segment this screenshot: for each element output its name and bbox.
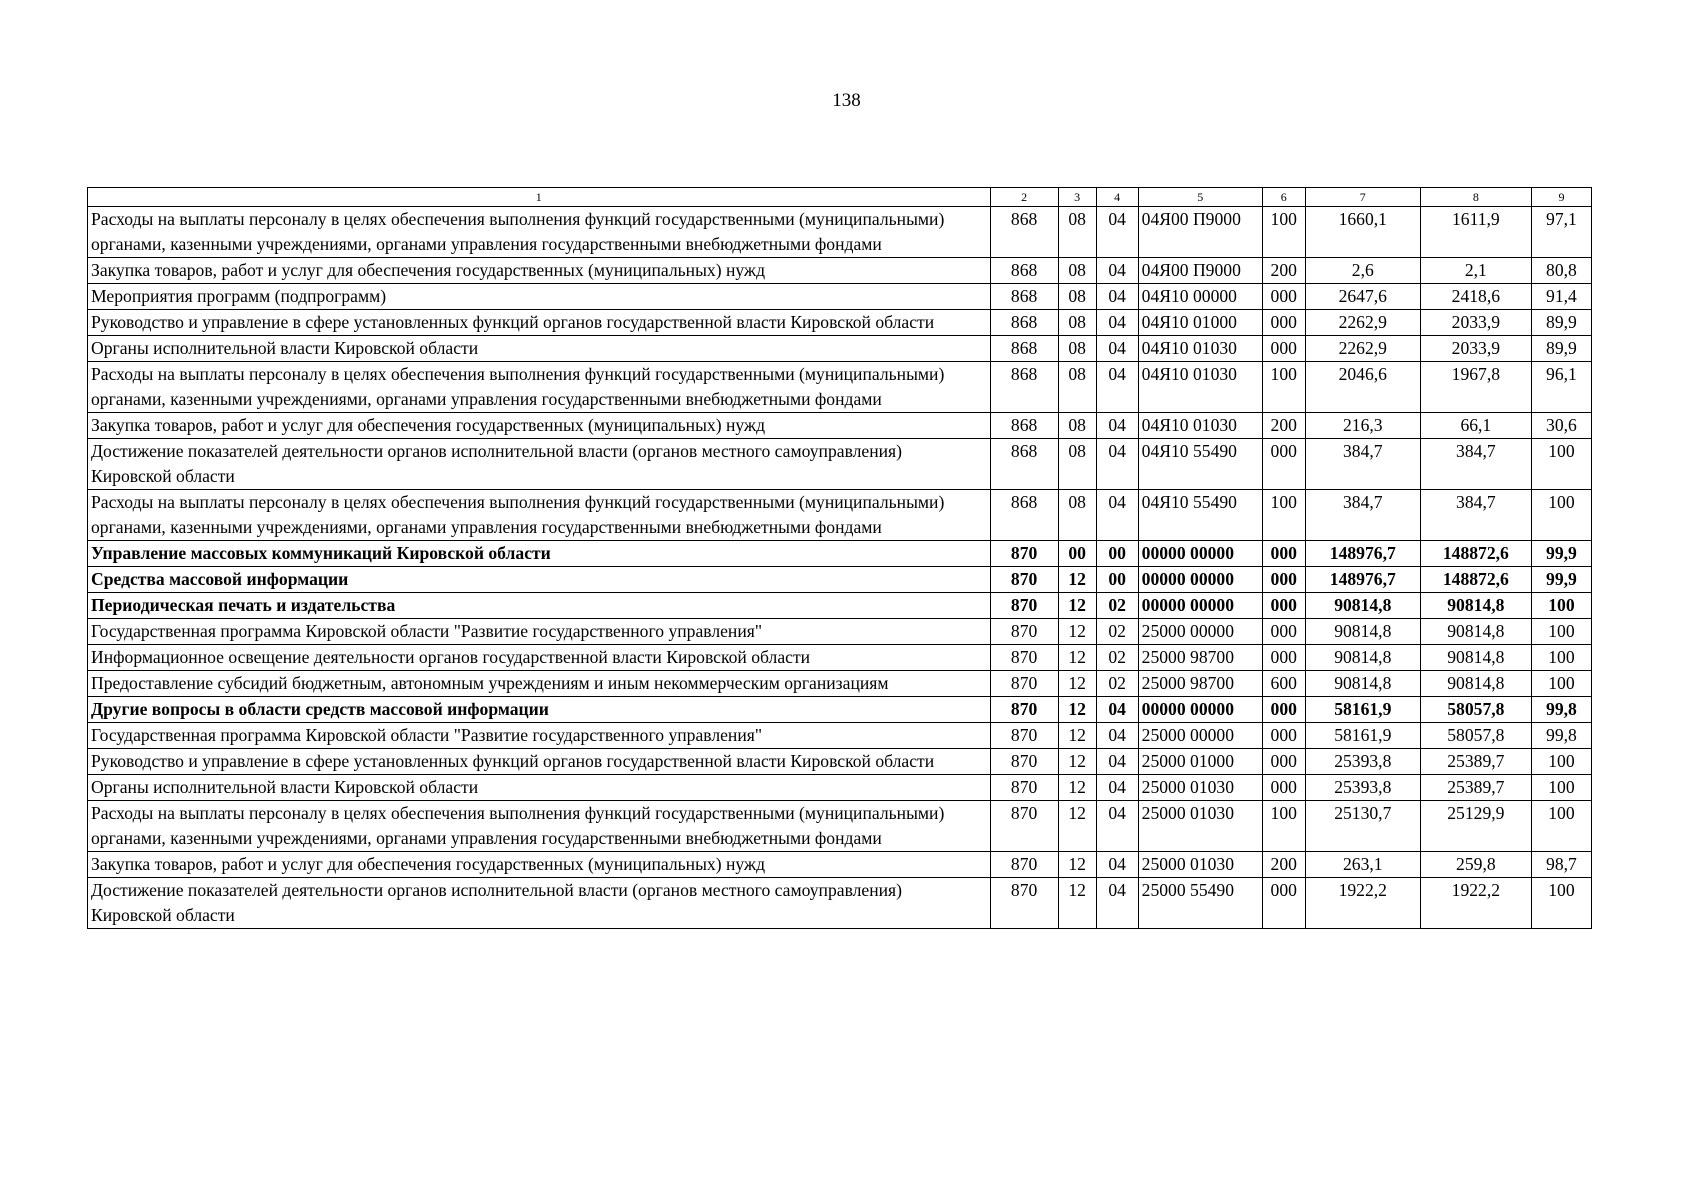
row-description: Закупка товаров, работ и услуг для обеспечения государственных (муниципальных) нужд xyxy=(88,852,991,878)
row-expense-type: 200 xyxy=(1262,413,1305,439)
row-section-code: 12 xyxy=(1058,801,1096,852)
row-subsection-code: 04 xyxy=(1096,284,1138,310)
row-description: Закупка товаров, работ и услуг для обеспечения государственных (муниципальных) нужд xyxy=(88,258,991,284)
row-target-article: 25000 01030 xyxy=(1138,852,1262,878)
row-subsection-code: 04 xyxy=(1096,207,1138,258)
row-description: Государственная программа Кировской области "Развитие государственного управления" xyxy=(88,619,991,645)
row-section-code: 12 xyxy=(1058,852,1096,878)
row-subsection-code: 04 xyxy=(1096,258,1138,284)
row-description: Предоставление субсидий бюджетным, автономным учреждениям и иным некоммерческим организациям xyxy=(88,671,991,697)
row-executed-amount: 25129,9 xyxy=(1420,801,1531,852)
row-section-code: 12 xyxy=(1058,697,1096,723)
row-expense-type: 000 xyxy=(1262,697,1305,723)
column-header-8: 8 xyxy=(1420,188,1531,207)
row-target-article: 04Я10 01030 xyxy=(1138,362,1262,413)
row-execution-percent: 80,8 xyxy=(1531,258,1591,284)
row-planned-amount: 2262,9 xyxy=(1305,310,1420,336)
row-executed-amount: 1611,9 xyxy=(1420,207,1531,258)
column-header-6: 6 xyxy=(1262,188,1305,207)
table-row xyxy=(88,749,1592,775)
row-ministry-code: 868 xyxy=(990,207,1058,258)
row-description: Государственная программа Кировской области "Развитие государственного управления" xyxy=(88,723,991,749)
row-expense-type: 000 xyxy=(1262,619,1305,645)
row-ministry-code: 870 xyxy=(990,749,1058,775)
column-header-4: 4 xyxy=(1096,188,1138,207)
row-section-code: 08 xyxy=(1058,207,1096,258)
row-target-article: 04Я10 01000 xyxy=(1138,310,1262,336)
row-description: Управление массовых коммуникаций Кировской области xyxy=(88,541,991,567)
row-executed-amount: 25389,7 xyxy=(1420,749,1531,775)
row-expense-type: 000 xyxy=(1262,541,1305,567)
row-target-article: 25000 00000 xyxy=(1138,723,1262,749)
row-planned-amount: 384,7 xyxy=(1305,490,1420,541)
row-section-code: 08 xyxy=(1058,336,1096,362)
row-executed-amount: 2033,9 xyxy=(1420,336,1531,362)
row-ministry-code: 870 xyxy=(990,645,1058,671)
row-section-code: 12 xyxy=(1058,593,1096,619)
row-expense-type: 000 xyxy=(1262,775,1305,801)
row-expense-type: 000 xyxy=(1262,284,1305,310)
row-planned-amount: 263,1 xyxy=(1305,852,1420,878)
row-expense-type: 000 xyxy=(1262,439,1305,490)
row-execution-percent: 96,1 xyxy=(1531,362,1591,413)
table-row xyxy=(88,775,1592,801)
table-row xyxy=(88,336,1592,362)
row-target-article: 25000 98700 xyxy=(1138,671,1262,697)
row-ministry-code: 868 xyxy=(990,490,1058,541)
table-row xyxy=(88,284,1592,310)
row-expense-type: 000 xyxy=(1262,749,1305,775)
row-expense-type: 100 xyxy=(1262,801,1305,852)
row-ministry-code: 870 xyxy=(990,878,1058,929)
row-section-code: 12 xyxy=(1058,878,1096,929)
row-ministry-code: 870 xyxy=(990,801,1058,852)
row-subsection-code: 04 xyxy=(1096,852,1138,878)
row-ministry-code: 870 xyxy=(990,567,1058,593)
row-description: Расходы на выплаты персоналу в целях обеспечения выполнения функций государственными (муниципальными) органами, казенными учреждениями, органами управления государственными внебюджетными фондами xyxy=(88,801,991,852)
row-expense-type: 100 xyxy=(1262,207,1305,258)
row-target-article: 04Я10 01030 xyxy=(1138,336,1262,362)
row-expense-type: 000 xyxy=(1262,723,1305,749)
row-planned-amount: 148976,7 xyxy=(1305,567,1420,593)
row-planned-amount: 90814,8 xyxy=(1305,593,1420,619)
row-description: Руководство и управление в сфере установленных функций органов государственной власти Кировской области xyxy=(88,310,991,336)
row-execution-percent: 100 xyxy=(1531,619,1591,645)
table-row xyxy=(88,541,1592,567)
row-target-article: 04Я10 01030 xyxy=(1138,413,1262,439)
row-section-code: 12 xyxy=(1058,749,1096,775)
row-description: Информационное освещение деятельности органов государственной власти Кировской области xyxy=(88,645,991,671)
row-subsection-code: 04 xyxy=(1096,697,1138,723)
row-target-article: 04Я00 П9000 xyxy=(1138,258,1262,284)
column-header-1: 1 xyxy=(88,188,991,207)
table-row xyxy=(88,697,1592,723)
row-subsection-code: 04 xyxy=(1096,490,1138,541)
row-target-article: 25000 55490 xyxy=(1138,878,1262,929)
row-execution-percent: 98,7 xyxy=(1531,852,1591,878)
row-target-article: 25000 00000 xyxy=(1138,619,1262,645)
row-execution-percent: 100 xyxy=(1531,439,1591,490)
row-execution-percent: 100 xyxy=(1531,490,1591,541)
row-section-code: 00 xyxy=(1058,541,1096,567)
row-section-code: 08 xyxy=(1058,258,1096,284)
row-subsection-code: 04 xyxy=(1096,749,1138,775)
row-ministry-code: 870 xyxy=(990,697,1058,723)
row-expense-type: 000 xyxy=(1262,878,1305,929)
page-number: 138 xyxy=(832,90,861,111)
row-planned-amount: 1922,2 xyxy=(1305,878,1420,929)
row-section-code: 08 xyxy=(1058,439,1096,490)
row-ministry-code: 870 xyxy=(990,619,1058,645)
row-executed-amount: 2418,6 xyxy=(1420,284,1531,310)
table-row xyxy=(88,593,1592,619)
row-description: Расходы на выплаты персоналу в целях обеспечения выполнения функций государственными (муниципальными) органами, казенными учреждениями, органами управления государственными внебюджетными фондами xyxy=(88,207,991,258)
row-subsection-code: 02 xyxy=(1096,671,1138,697)
row-description: Органы исполнительной власти Кировской области xyxy=(88,775,991,801)
table-row xyxy=(88,258,1592,284)
row-description: Периодическая печать и издательства xyxy=(88,593,991,619)
row-ministry-code: 868 xyxy=(990,284,1058,310)
row-expense-type: 100 xyxy=(1262,490,1305,541)
row-target-article: 04Я10 55490 xyxy=(1138,439,1262,490)
row-subsection-code: 00 xyxy=(1096,541,1138,567)
row-execution-percent: 100 xyxy=(1531,593,1591,619)
row-execution-percent: 97,1 xyxy=(1531,207,1591,258)
table-row xyxy=(88,671,1592,697)
row-execution-percent: 100 xyxy=(1531,749,1591,775)
row-planned-amount: 2046,6 xyxy=(1305,362,1420,413)
row-description: Органы исполнительной власти Кировской области xyxy=(88,336,991,362)
table-row xyxy=(88,362,1592,413)
table-row xyxy=(88,878,1592,929)
row-ministry-code: 868 xyxy=(990,336,1058,362)
row-ministry-code: 868 xyxy=(990,439,1058,490)
row-expense-type: 600 xyxy=(1262,671,1305,697)
row-executed-amount: 1922,2 xyxy=(1420,878,1531,929)
row-execution-percent: 100 xyxy=(1531,801,1591,852)
row-subsection-code: 04 xyxy=(1096,775,1138,801)
row-ministry-code: 870 xyxy=(990,775,1058,801)
row-expense-type: 000 xyxy=(1262,645,1305,671)
column-header-2: 2 xyxy=(990,188,1058,207)
row-execution-percent: 100 xyxy=(1531,645,1591,671)
row-planned-amount: 216,3 xyxy=(1305,413,1420,439)
row-section-code: 08 xyxy=(1058,284,1096,310)
row-execution-percent: 91,4 xyxy=(1531,284,1591,310)
row-execution-percent: 89,9 xyxy=(1531,336,1591,362)
row-expense-type: 200 xyxy=(1262,852,1305,878)
row-target-article: 04Я10 55490 xyxy=(1138,490,1262,541)
row-subsection-code: 02 xyxy=(1096,593,1138,619)
column-header-7: 7 xyxy=(1305,188,1420,207)
table-body xyxy=(88,188,1592,929)
row-execution-percent: 99,9 xyxy=(1531,567,1591,593)
row-subsection-code: 00 xyxy=(1096,567,1138,593)
row-description: Расходы на выплаты персоналу в целях обеспечения выполнения функций государственными (муниципальными) органами, казенными учреждениями, органами управления государственными внебюджетными фондами xyxy=(88,362,991,413)
row-executed-amount: 148872,6 xyxy=(1420,541,1531,567)
row-expense-type: 000 xyxy=(1262,310,1305,336)
row-executed-amount: 384,7 xyxy=(1420,439,1531,490)
row-description: Достижение показателей деятельности органов исполнительной власти (органов местного самоуправления) Кировской области xyxy=(88,878,991,929)
row-executed-amount: 90814,8 xyxy=(1420,619,1531,645)
row-description: Руководство и управление в сфере установленных функций органов государственной власти Кировской области xyxy=(88,749,991,775)
table-row xyxy=(88,801,1592,852)
row-target-article: 00000 00000 xyxy=(1138,593,1262,619)
row-executed-amount: 25389,7 xyxy=(1420,775,1531,801)
row-planned-amount: 384,7 xyxy=(1305,439,1420,490)
row-executed-amount: 259,8 xyxy=(1420,852,1531,878)
row-ministry-code: 868 xyxy=(990,258,1058,284)
row-ministry-code: 868 xyxy=(990,413,1058,439)
row-expense-type: 000 xyxy=(1262,593,1305,619)
row-target-article: 00000 00000 xyxy=(1138,541,1262,567)
row-planned-amount: 2,6 xyxy=(1305,258,1420,284)
row-subsection-code: 04 xyxy=(1096,723,1138,749)
row-target-article: 00000 00000 xyxy=(1138,567,1262,593)
row-target-article: 04Я10 00000 xyxy=(1138,284,1262,310)
row-description: Расходы на выплаты персоналу в целях обеспечения выполнения функций государственными (муниципальными) органами, казенными учреждениями, органами управления государственными внебюджетными фондами xyxy=(88,490,991,541)
row-executed-amount: 148872,6 xyxy=(1420,567,1531,593)
row-execution-percent: 30,6 xyxy=(1531,413,1591,439)
row-ministry-code: 868 xyxy=(990,310,1058,336)
row-ministry-code: 870 xyxy=(990,723,1058,749)
row-execution-percent: 89,9 xyxy=(1531,310,1591,336)
row-expense-type: 200 xyxy=(1262,258,1305,284)
row-execution-percent: 99,8 xyxy=(1531,723,1591,749)
row-target-article: 00000 00000 xyxy=(1138,697,1262,723)
row-section-code: 08 xyxy=(1058,413,1096,439)
row-subsection-code: 02 xyxy=(1096,619,1138,645)
row-target-article: 25000 01030 xyxy=(1138,801,1262,852)
row-planned-amount: 25393,8 xyxy=(1305,775,1420,801)
row-subsection-code: 04 xyxy=(1096,362,1138,413)
row-planned-amount: 2647,6 xyxy=(1305,284,1420,310)
table-row xyxy=(88,439,1592,490)
row-expense-type: 100 xyxy=(1262,362,1305,413)
row-executed-amount: 90814,8 xyxy=(1420,671,1531,697)
table-row xyxy=(88,567,1592,593)
row-description: Закупка товаров, работ и услуг для обеспечения государственных (муниципальных) нужд xyxy=(88,413,991,439)
row-section-code: 12 xyxy=(1058,775,1096,801)
column-header-5: 5 xyxy=(1138,188,1262,207)
row-executed-amount: 90814,8 xyxy=(1420,645,1531,671)
row-expense-type: 000 xyxy=(1262,336,1305,362)
row-planned-amount: 25393,8 xyxy=(1305,749,1420,775)
row-ministry-code: 870 xyxy=(990,541,1058,567)
row-subsection-code: 04 xyxy=(1096,310,1138,336)
table-row xyxy=(88,207,1592,258)
column-header-3: 3 xyxy=(1058,188,1096,207)
row-section-code: 12 xyxy=(1058,645,1096,671)
table-row xyxy=(88,310,1592,336)
row-executed-amount: 2,1 xyxy=(1420,258,1531,284)
row-section-code: 12 xyxy=(1058,723,1096,749)
row-description: Средства массовой информации xyxy=(88,567,991,593)
budget-table xyxy=(87,187,1592,929)
row-executed-amount: 66,1 xyxy=(1420,413,1531,439)
row-ministry-code: 868 xyxy=(990,362,1058,413)
row-target-article: 25000 01030 xyxy=(1138,775,1262,801)
row-ministry-code: 870 xyxy=(990,671,1058,697)
row-description: Другие вопросы в области средств массовой информации xyxy=(88,697,991,723)
row-ministry-code: 870 xyxy=(990,593,1058,619)
row-execution-percent: 100 xyxy=(1531,671,1591,697)
row-section-code: 08 xyxy=(1058,490,1096,541)
row-section-code: 12 xyxy=(1058,567,1096,593)
row-planned-amount: 148976,7 xyxy=(1305,541,1420,567)
row-ministry-code: 870 xyxy=(990,852,1058,878)
row-executed-amount: 2033,9 xyxy=(1420,310,1531,336)
row-planned-amount: 90814,8 xyxy=(1305,671,1420,697)
row-execution-percent: 99,9 xyxy=(1531,541,1591,567)
row-target-article: 04Я00 П9000 xyxy=(1138,207,1262,258)
row-planned-amount: 58161,9 xyxy=(1305,723,1420,749)
row-execution-percent: 100 xyxy=(1531,775,1591,801)
row-description: Мероприятия программ (подпрограмм) xyxy=(88,284,991,310)
row-planned-amount: 90814,8 xyxy=(1305,619,1420,645)
table-row xyxy=(88,413,1592,439)
table-row xyxy=(88,645,1592,671)
row-section-code: 12 xyxy=(1058,619,1096,645)
table-row xyxy=(88,723,1592,749)
table-row xyxy=(88,852,1592,878)
row-expense-type: 000 xyxy=(1262,567,1305,593)
row-subsection-code: 02 xyxy=(1096,645,1138,671)
row-target-article: 25000 01000 xyxy=(1138,749,1262,775)
row-planned-amount: 25130,7 xyxy=(1305,801,1420,852)
row-executed-amount: 58057,8 xyxy=(1420,697,1531,723)
row-planned-amount: 58161,9 xyxy=(1305,697,1420,723)
row-execution-percent: 100 xyxy=(1531,878,1591,929)
row-section-code: 08 xyxy=(1058,310,1096,336)
row-executed-amount: 90814,8 xyxy=(1420,593,1531,619)
row-description: Достижение показателей деятельности органов исполнительной власти (органов местного самоуправления) Кировской области xyxy=(88,439,991,490)
table-row xyxy=(88,619,1592,645)
row-executed-amount: 384,7 xyxy=(1420,490,1531,541)
table-row xyxy=(88,490,1592,541)
row-planned-amount: 90814,8 xyxy=(1305,645,1420,671)
row-subsection-code: 04 xyxy=(1096,413,1138,439)
column-header-9: 9 xyxy=(1531,188,1591,207)
row-subsection-code: 04 xyxy=(1096,439,1138,490)
row-subsection-code: 04 xyxy=(1096,801,1138,852)
row-executed-amount: 58057,8 xyxy=(1420,723,1531,749)
row-planned-amount: 1660,1 xyxy=(1305,207,1420,258)
row-planned-amount: 2262,9 xyxy=(1305,336,1420,362)
row-execution-percent: 99,8 xyxy=(1531,697,1591,723)
row-section-code: 08 xyxy=(1058,362,1096,413)
row-section-code: 12 xyxy=(1058,671,1096,697)
row-subsection-code: 04 xyxy=(1096,336,1138,362)
row-subsection-code: 04 xyxy=(1096,878,1138,929)
table-header-row xyxy=(88,188,1592,207)
row-target-article: 25000 98700 xyxy=(1138,645,1262,671)
row-executed-amount: 1967,8 xyxy=(1420,362,1531,413)
